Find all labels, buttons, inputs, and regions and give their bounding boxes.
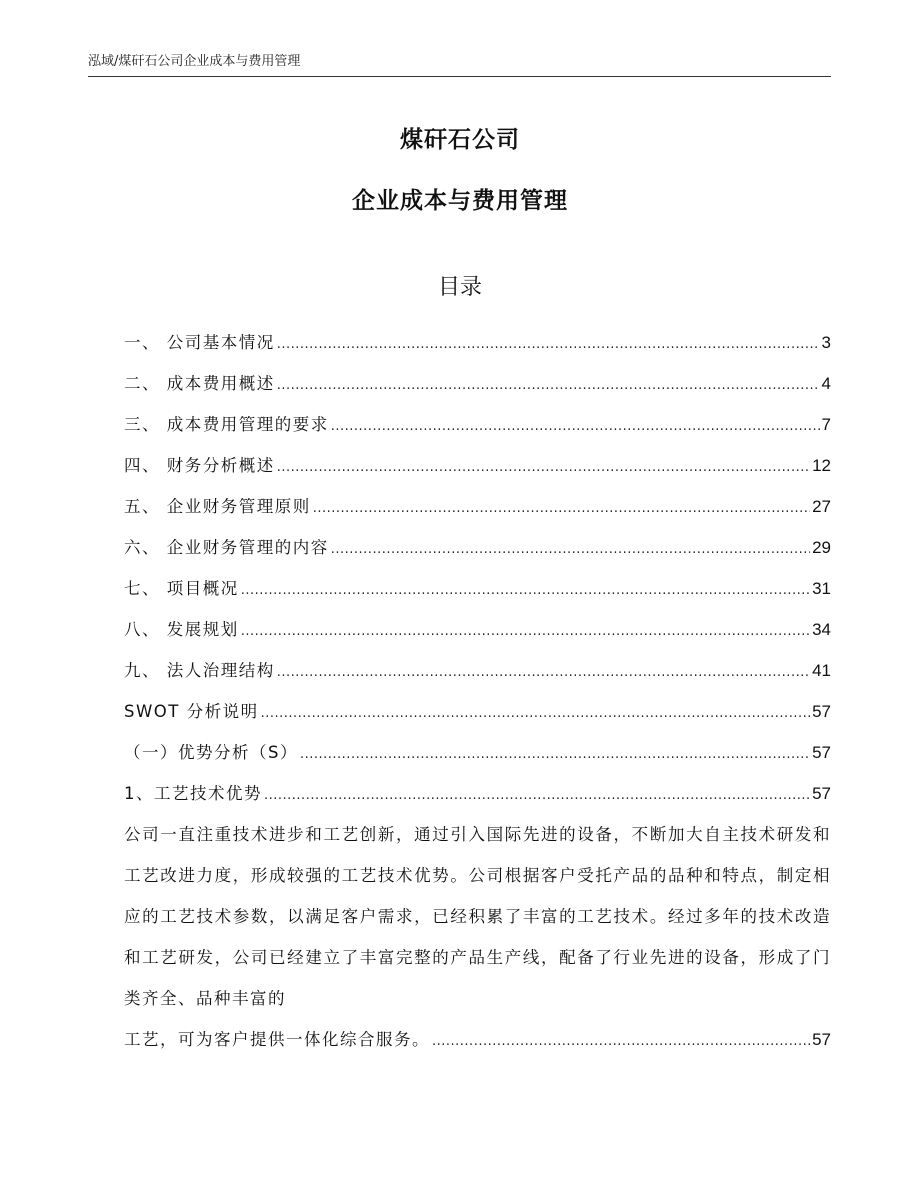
toc-entry[interactable] bbox=[124, 568, 831, 609]
toc-entry[interactable] bbox=[124, 527, 831, 568]
toc-entry-label: 二、 成本费用概述 bbox=[124, 374, 275, 393]
toc-leader-dots bbox=[331, 529, 810, 570]
toc-entry-page: 57 bbox=[812, 743, 831, 762]
toc-entry-page: 57 bbox=[812, 702, 831, 721]
toc-entry-label: 工艺，可为客户提供一体化综合服务。 bbox=[124, 1030, 430, 1049]
toc-leader-dots bbox=[331, 406, 820, 447]
toc-entry[interactable] bbox=[124, 609, 831, 650]
toc-leader-dots bbox=[277, 324, 820, 365]
toc-entry[interactable] bbox=[124, 363, 831, 404]
toc-entry-label: 七、 项目概况 bbox=[124, 579, 239, 598]
toc-entry-label: 四、 财务分析概述 bbox=[124, 456, 275, 475]
toc-entry-page: 41 bbox=[812, 661, 831, 680]
toc-entry-page: 29 bbox=[812, 538, 831, 557]
toc-entry[interactable] bbox=[124, 773, 831, 814]
toc-leader-dots bbox=[277, 365, 820, 406]
toc-heading: 目录 bbox=[437, 275, 482, 300]
toc-leader-dots bbox=[313, 488, 810, 529]
toc-paragraph-last-line[interactable] bbox=[124, 1019, 831, 1060]
toc-entry-page: 57 bbox=[812, 784, 831, 803]
toc-entry[interactable] bbox=[124, 650, 831, 691]
toc-entry-label: 五、 企业财务管理原则 bbox=[124, 497, 311, 516]
toc-entry[interactable] bbox=[124, 732, 831, 773]
toc-entry-label: SWOT 分析说明 bbox=[124, 702, 259, 721]
toc-entry-label: 八、 发展规划 bbox=[124, 620, 239, 639]
toc-entry-page: 27 bbox=[812, 497, 831, 516]
toc-entry-label: 三、 成本费用管理的要求 bbox=[124, 415, 329, 434]
toc-entry-label: 九、 法人治理结构 bbox=[124, 661, 275, 680]
toc-entry[interactable] bbox=[124, 691, 831, 732]
document-title-subject: 企业成本与费用管理 bbox=[352, 188, 568, 214]
toc-entry-page: 7 bbox=[821, 415, 831, 434]
toc-entry-page: 31 bbox=[812, 579, 831, 598]
toc-entry-page: 12 bbox=[812, 456, 831, 475]
toc-entry-label: 1、工艺技术优势 bbox=[124, 784, 262, 803]
toc-entry-label: 一、 公司基本情况 bbox=[124, 333, 275, 352]
toc-entry[interactable] bbox=[124, 486, 831, 527]
toc-entry-page: 57 bbox=[812, 1030, 831, 1049]
table-of-contents bbox=[124, 322, 831, 1060]
toc-leader-dots bbox=[264, 775, 810, 816]
toc-paragraph-entry[interactable]: 公司一直注重技术进步和工艺创新，通过引入国际先进的设备，不断加大自主技术研发和工艺改进力度，形成较强的工艺技术优势。公司根据客户受托产品的品种和特点，制定相应的工艺技术参数，以满足客户需求，已经积累了丰富的工艺技术。经过多年的技术改造和工艺研发，公司已经建立了丰富完整的产品生产线，配备了行业先进的设备，形成了门类齐全、品种丰富的 bbox=[124, 825, 831, 1008]
toc-leader-dots bbox=[432, 1021, 810, 1062]
toc-entry-label: 六、 企业财务管理的内容 bbox=[124, 538, 329, 557]
toc-leader-dots bbox=[241, 611, 810, 652]
toc-entry[interactable] bbox=[124, 322, 831, 363]
toc-entry[interactable] bbox=[124, 445, 831, 486]
toc-leader-dots bbox=[277, 652, 810, 693]
toc-leader-dots bbox=[261, 693, 810, 734]
toc-entry-page: 3 bbox=[821, 333, 831, 352]
running-header: 泓域/煤矸石公司企业成本与费用管理 bbox=[88, 50, 831, 77]
toc-leader-dots bbox=[277, 447, 810, 488]
toc-leader-dots bbox=[241, 570, 810, 611]
document-title-company: 煤矸石公司 bbox=[400, 127, 520, 153]
toc-leader-dots bbox=[300, 734, 810, 775]
toc-entry[interactable] bbox=[124, 404, 831, 445]
toc-entry-label: （一）优势分析（S） bbox=[124, 743, 298, 762]
toc-entry-page: 34 bbox=[812, 620, 831, 639]
toc-entry-page: 4 bbox=[821, 374, 831, 393]
